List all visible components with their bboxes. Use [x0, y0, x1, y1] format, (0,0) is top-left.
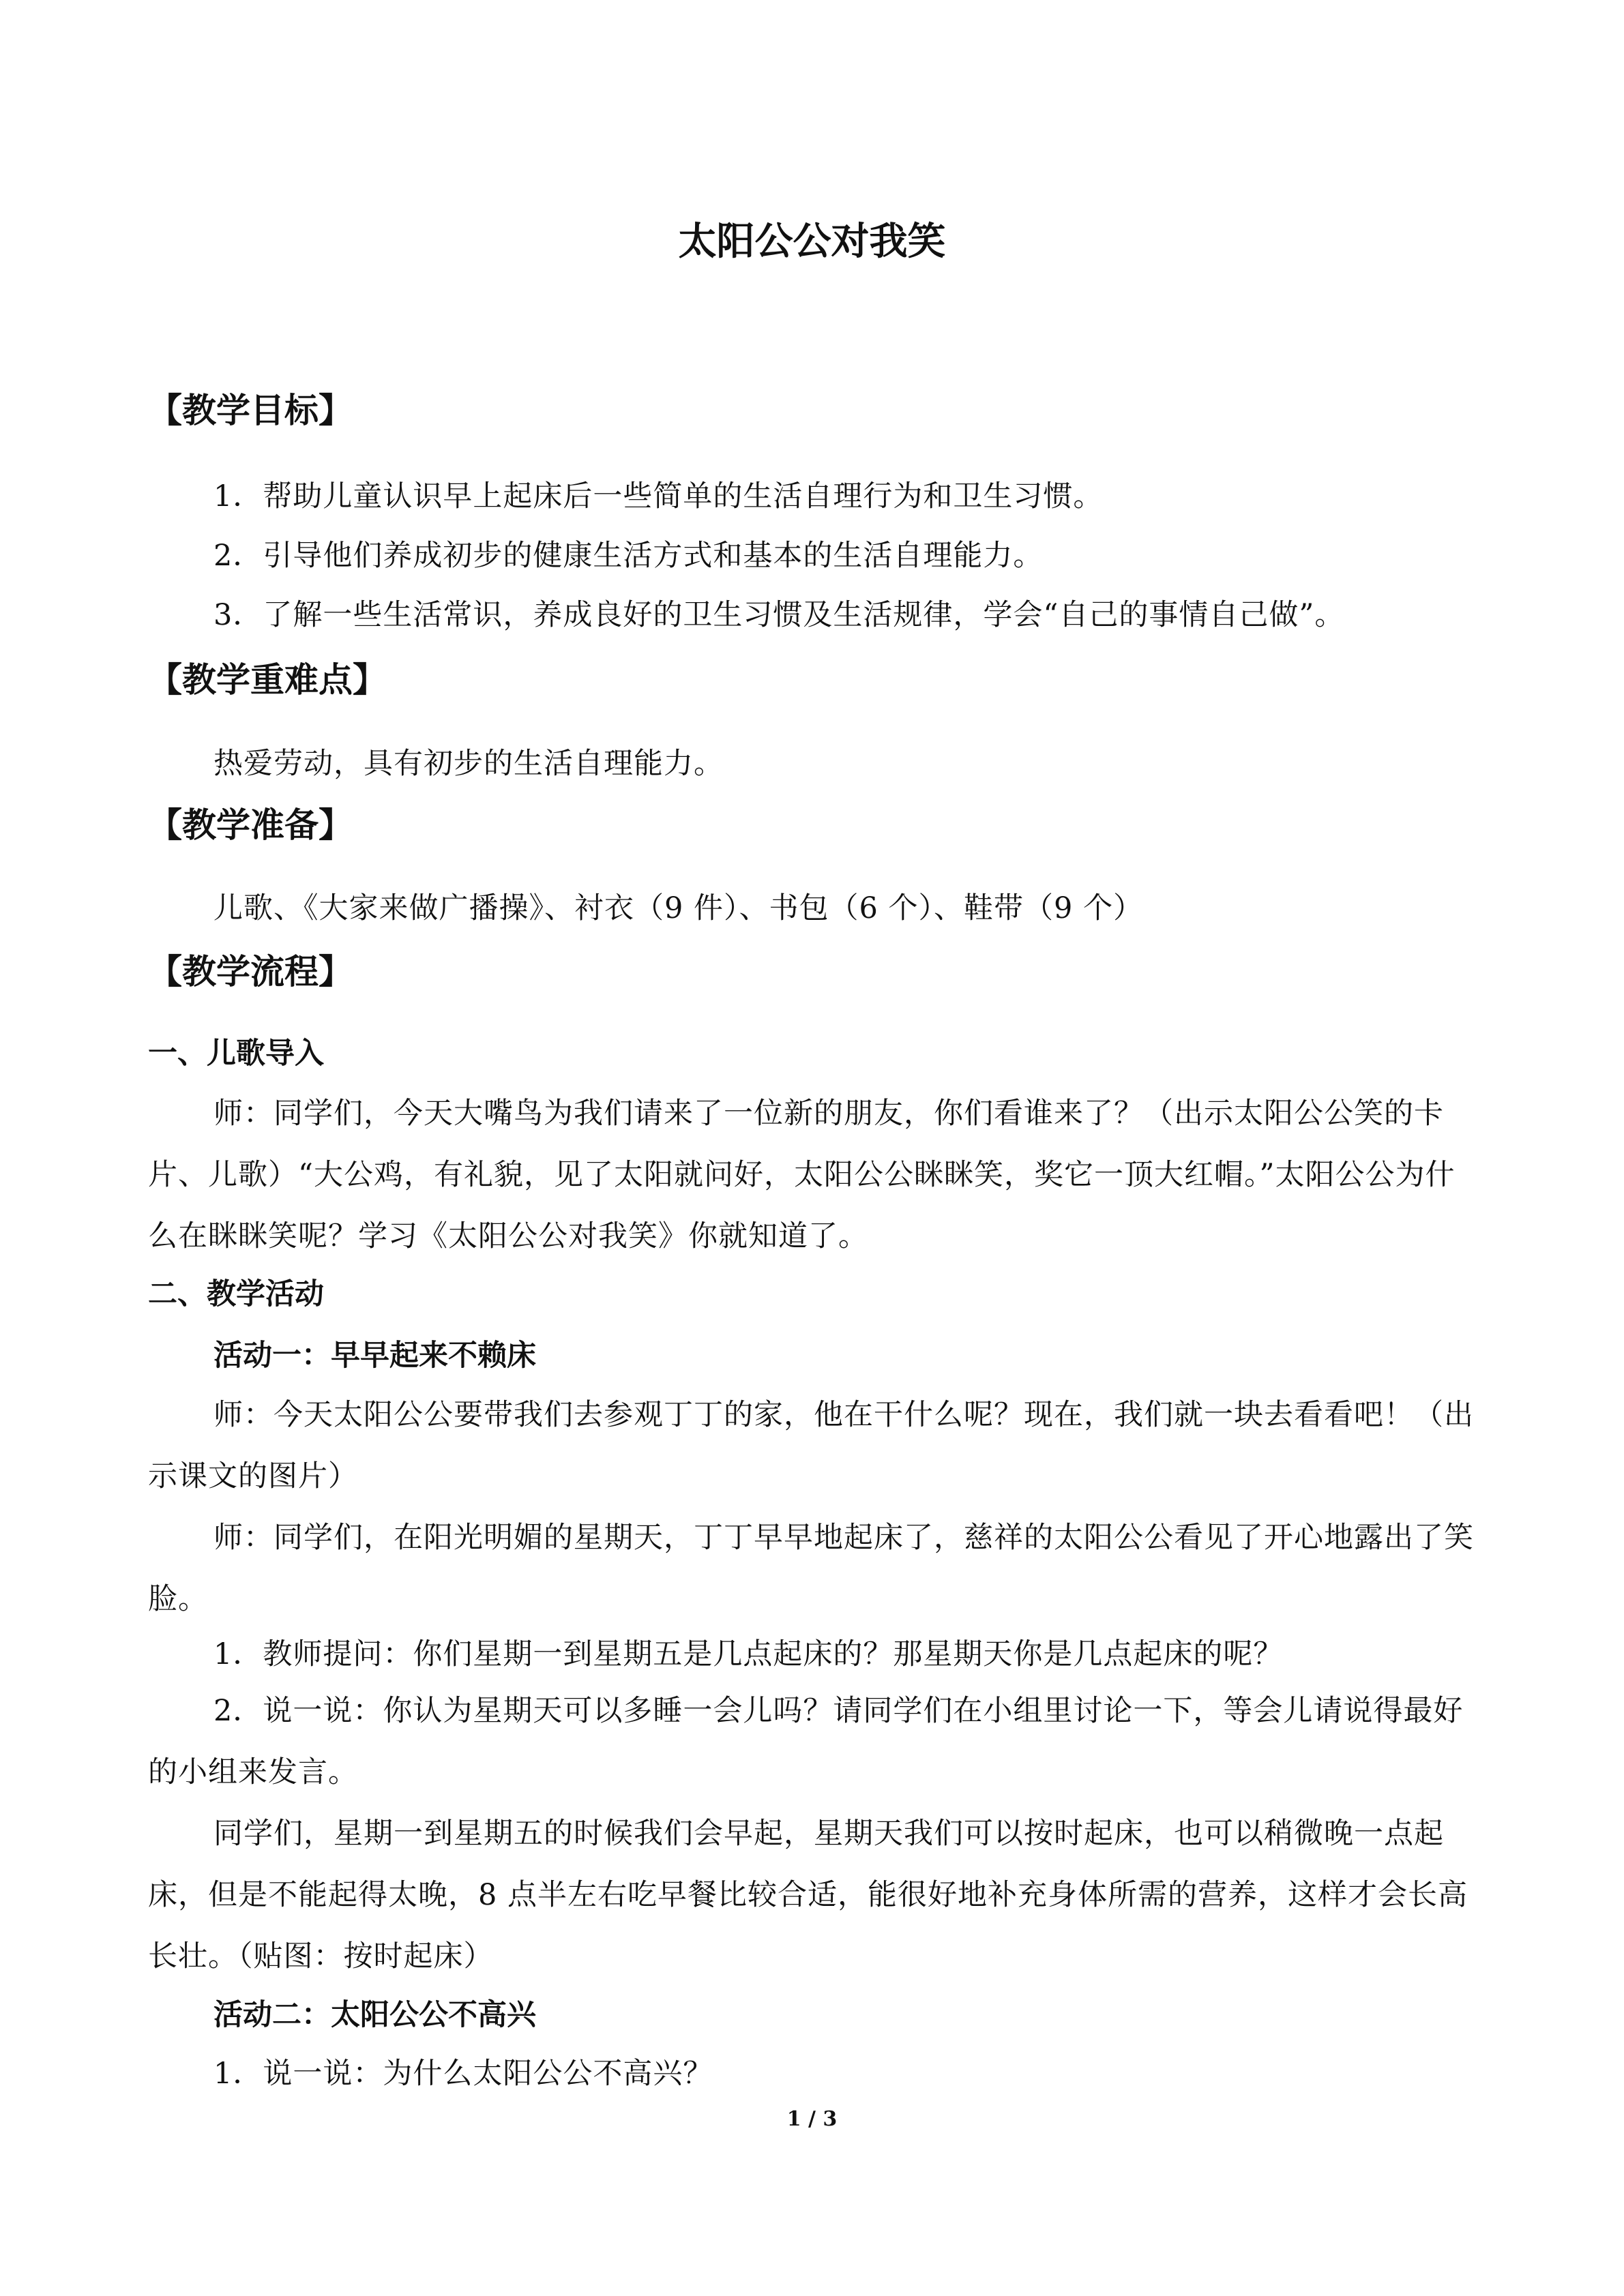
key-points-text: 热爱劳动，具有初步的生活自理能力。: [213, 747, 724, 781]
activity1-para3: 同学们，星期一到星期五的时候我们会早起，星期天我们可以按时起床，也可以稍微晚一点起床，但是不能起得太晚，8 点半左右吃早餐比较合适，能很好地补充身体所需的营养，这样才会长高长壮。（贴图：按时起床）: [148, 1817, 1468, 1973]
activity2-item1: 1．说一说：为什么太阳公公不高兴？: [213, 2057, 713, 2091]
preparation-text: 儿歌、《大家来做广播操》、衬衣（9 件）、书包（6 个）、鞋带（9 个）: [213, 891, 1144, 925]
activity1-item2: 2．说一说：你认为星期天可以多睡一会儿吗？请同学们在小组里讨论一下，等会儿请说得最好的小组来发言。: [148, 1694, 1464, 1789]
part1-heading: 一、儿歌导入: [148, 1037, 324, 1071]
objective-item-1: 1．帮助儿童认识早上起床后一些简单的生活自理行为和卫生习惯。: [213, 479, 1104, 513]
activity2-heading: 活动二：太阳公公不高兴: [213, 1998, 536, 2032]
document-title: 太阳公公对我笑: [678, 219, 946, 264]
objective-item-2: 2．引导他们养成初步的健康生活方式和基本的生活自理能力。: [213, 539, 1044, 573]
activity1-item1: 1．教师提问：你们星期一到星期五是几点起床的？那星期天你是几点起床的呢？: [213, 1637, 1284, 1671]
preparation-heading: 【教学准备】: [148, 805, 353, 845]
part2-heading: 二、教学活动: [148, 1277, 324, 1311]
activity1-para1: 师：今天太阳公公要带我们去参观丁丁的家，他在干什么呢？现在，我们就一块去看看吧！（出示课文的图片）: [148, 1398, 1474, 1493]
activity1-para2: 师：同学们，在阳光明媚的星期天，丁丁早早地起床了，慈祥的太阳公公看见了开心地露出了笑脸。: [148, 1521, 1474, 1616]
key-points-heading: 【教学重难点】: [148, 660, 387, 700]
objective-item-3: 3．了解一些生活常识，养成良好的卫生习惯及生活规律，学会“自己的事情自己做”。: [213, 598, 1345, 632]
activity1-heading: 活动一：早早起来不赖床: [213, 1339, 536, 1373]
objectives-heading: 【教学目标】: [148, 391, 353, 430]
process-heading: 【教学流程】: [148, 952, 353, 992]
page-number: 1 / 3: [786, 2107, 838, 2131]
part1-paragraph: 师：同学们，今天大嘴鸟为我们请来了一位新的朋友，你们看谁来了？（出示太阳公公笑的卡片、儿歌）“大公鸡，有礼貌，见了太阳就问好，太阳公公眯眯笑，奖它一顶大红帽。”太阳公公为什么在眯眯笑呢？学习《太阳公公对我笑》你就知道了。: [148, 1097, 1456, 1253]
